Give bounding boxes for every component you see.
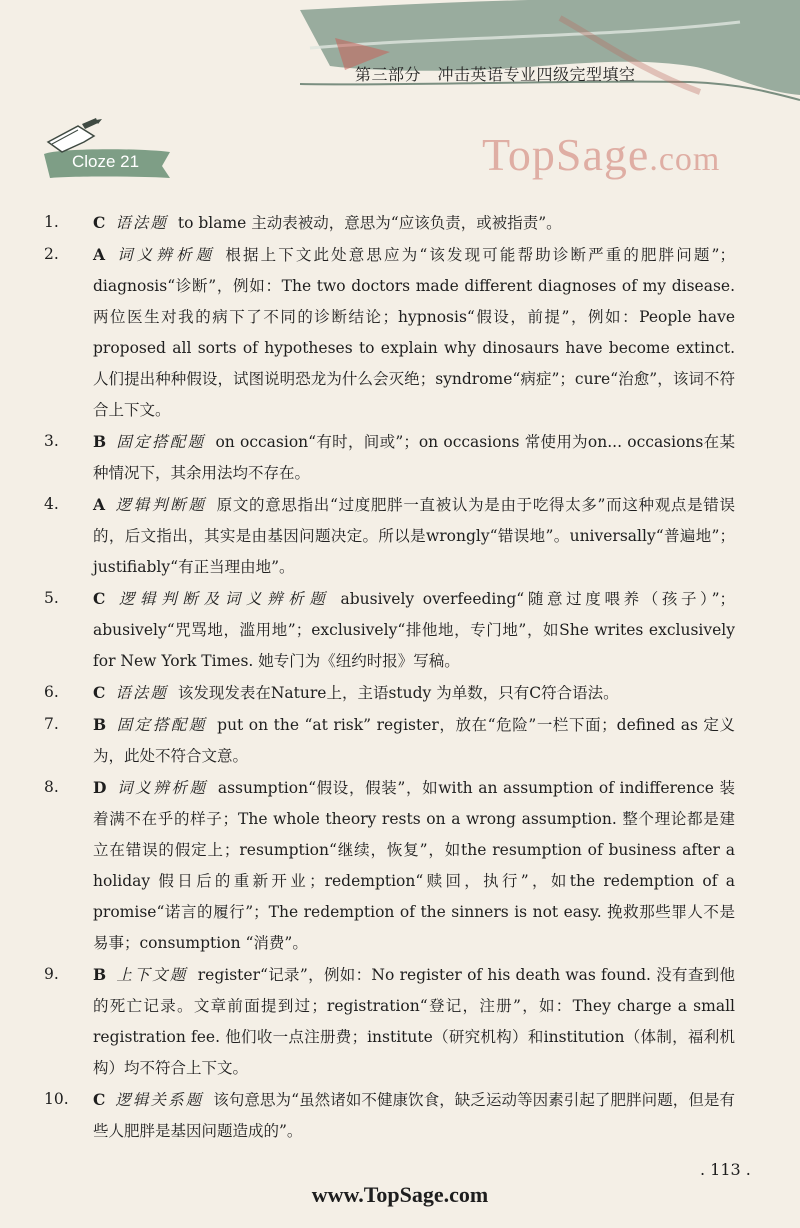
answer-number: 7. (44, 715, 59, 733)
answer-explanation: abusively overfeeding“随意过度喂养（孩子）”；abusively“咒骂地，滥用地”；exclusively“排他地，专门地”，如She writes exclusively for New York Times. 她专门为《纽约时报》写稿。 (93, 590, 735, 670)
answer-number: 6. (44, 683, 59, 701)
answer-explanation: 该发现发表在Nature上，主语study 为单数，只有C符合语法。 (177, 684, 619, 702)
watermark-logo: TopSage.com (482, 129, 721, 180)
question-type: 逻辑判断及词义辨析题 (115, 590, 331, 608)
answer-letter: C (93, 1090, 106, 1109)
answer-item (0, 426, 800, 489)
answer-number: 2. (44, 245, 59, 263)
answer-item (0, 709, 800, 772)
question-type: 固定搭配题 (116, 716, 208, 734)
answer-letter: B (93, 715, 107, 734)
footer-url: www.TopSage.com (311, 1182, 489, 1207)
page-number: . 113 . (700, 1160, 751, 1179)
header-swoosh-decoration (0, 0, 800, 120)
answer-number: 4. (44, 495, 59, 513)
question-type: 词义辨析题 (116, 779, 208, 797)
answer-item (0, 772, 800, 959)
answer-item (0, 1084, 800, 1147)
question-type: 逻辑判断题 (115, 496, 207, 514)
answer-list (0, 207, 800, 1147)
cloze-title: Cloze 21 (72, 152, 140, 171)
answer-item (0, 207, 800, 239)
answer-letter: C (93, 683, 106, 702)
answer-letter: C (93, 213, 106, 232)
answer-letter: D (93, 778, 107, 797)
answer-explanation: 该句意思为“虽然诸如不健康饮食，缺乏运动等因素引起了肥胖问题，但是有些人肥胖是基因问题造成的”。 (93, 1091, 735, 1140)
answer-explanation: 根据上下文此处意思应为“该发现可能帮助诊断严重的肥胖问题”；diagnosis“诊断”，例如：The two doctors made different diagnoses of my disease. 两位医生对我的病下了不同的诊断结论；hypnosis“假设，前提”，例如：People have proposed all sorts of hypotheses to explain why dinosaurs have become extinct. 人们提出种种假设，试图说明恐龙为什么会灭绝；syndrome“病症”；cure“治愈”，该词不符合上下文。 (93, 246, 735, 419)
answer-explanation: 原文的意思指出“过度肥胖一直被认为是由于吃得太多”而这种观点是错误的，后文指出，其实是由基因问题决定。所以是wrongly“错误地”。universally“普遍地”；justifiably“有正当理由地”。 (93, 496, 735, 576)
answer-letter: A (93, 495, 106, 514)
answer-number: 9. (44, 965, 59, 983)
answer-number: 8. (44, 778, 59, 796)
section-title: 第三部分 冲击英语专业四级完型填空 (355, 65, 636, 84)
answer-item (0, 959, 800, 1084)
answer-number: 5. (44, 589, 59, 607)
answer-letter: B (93, 432, 107, 451)
answer-explanation: on occasion“有时，间或”；on occasions 常使用为on... occasions在某种情况下，其余用法均不存在。 (93, 433, 735, 482)
answer-number: 10. (44, 1090, 69, 1108)
answer-explanation: put on the “at risk” register，放在“危险”一栏下面；defined as 定义为，此处不符合文意。 (93, 716, 735, 765)
answer-explanation: register“记录”，例如：No register of his death was found. 没有查到他的死亡记录。文章前面提到过；registration“登记，注册”，如：They charge a small registration fee. 他们收一点注册费；institute（研究机构）和institution（体制，福利机构）均不符合上下文。 (93, 966, 735, 1077)
question-type: 逻辑关系题 (115, 1091, 204, 1109)
answer-explanation: assumption“假设，假装”，如with an assumption of indifference 装着满不在乎的样子；The whole theory rests on a wrong assumption. 整个理论都是建立在错误的假定上；resumption“继续，恢复”，如the resumption of business after a holiday 假日后的重新开业；redemption“赎回，执行”，如the redemption of a promise“诺言的履行”；The redemption of the sinners is not easy. 挽救那些罪人不是易事；consumption “消费”。 (93, 779, 735, 952)
answer-explanation: to blame 主动表被动，意思为“应该负责，或被指责”。 (177, 214, 562, 232)
answer-letter: A (93, 245, 106, 264)
answer-letter: C (93, 589, 106, 608)
answer-number: 1. (44, 213, 59, 231)
answer-item (0, 583, 800, 677)
answer-item (0, 677, 800, 709)
answer-item (0, 239, 800, 426)
answer-letter: B (93, 965, 107, 984)
answer-item (0, 489, 800, 583)
question-type: 固定搭配题 (116, 433, 206, 451)
answer-number: 3. (44, 432, 59, 450)
question-type: 词义辨析题 (115, 246, 216, 264)
question-type: 语法题 (115, 684, 168, 702)
question-type: 上下文题 (116, 966, 188, 984)
question-type: 语法题 (115, 214, 168, 232)
